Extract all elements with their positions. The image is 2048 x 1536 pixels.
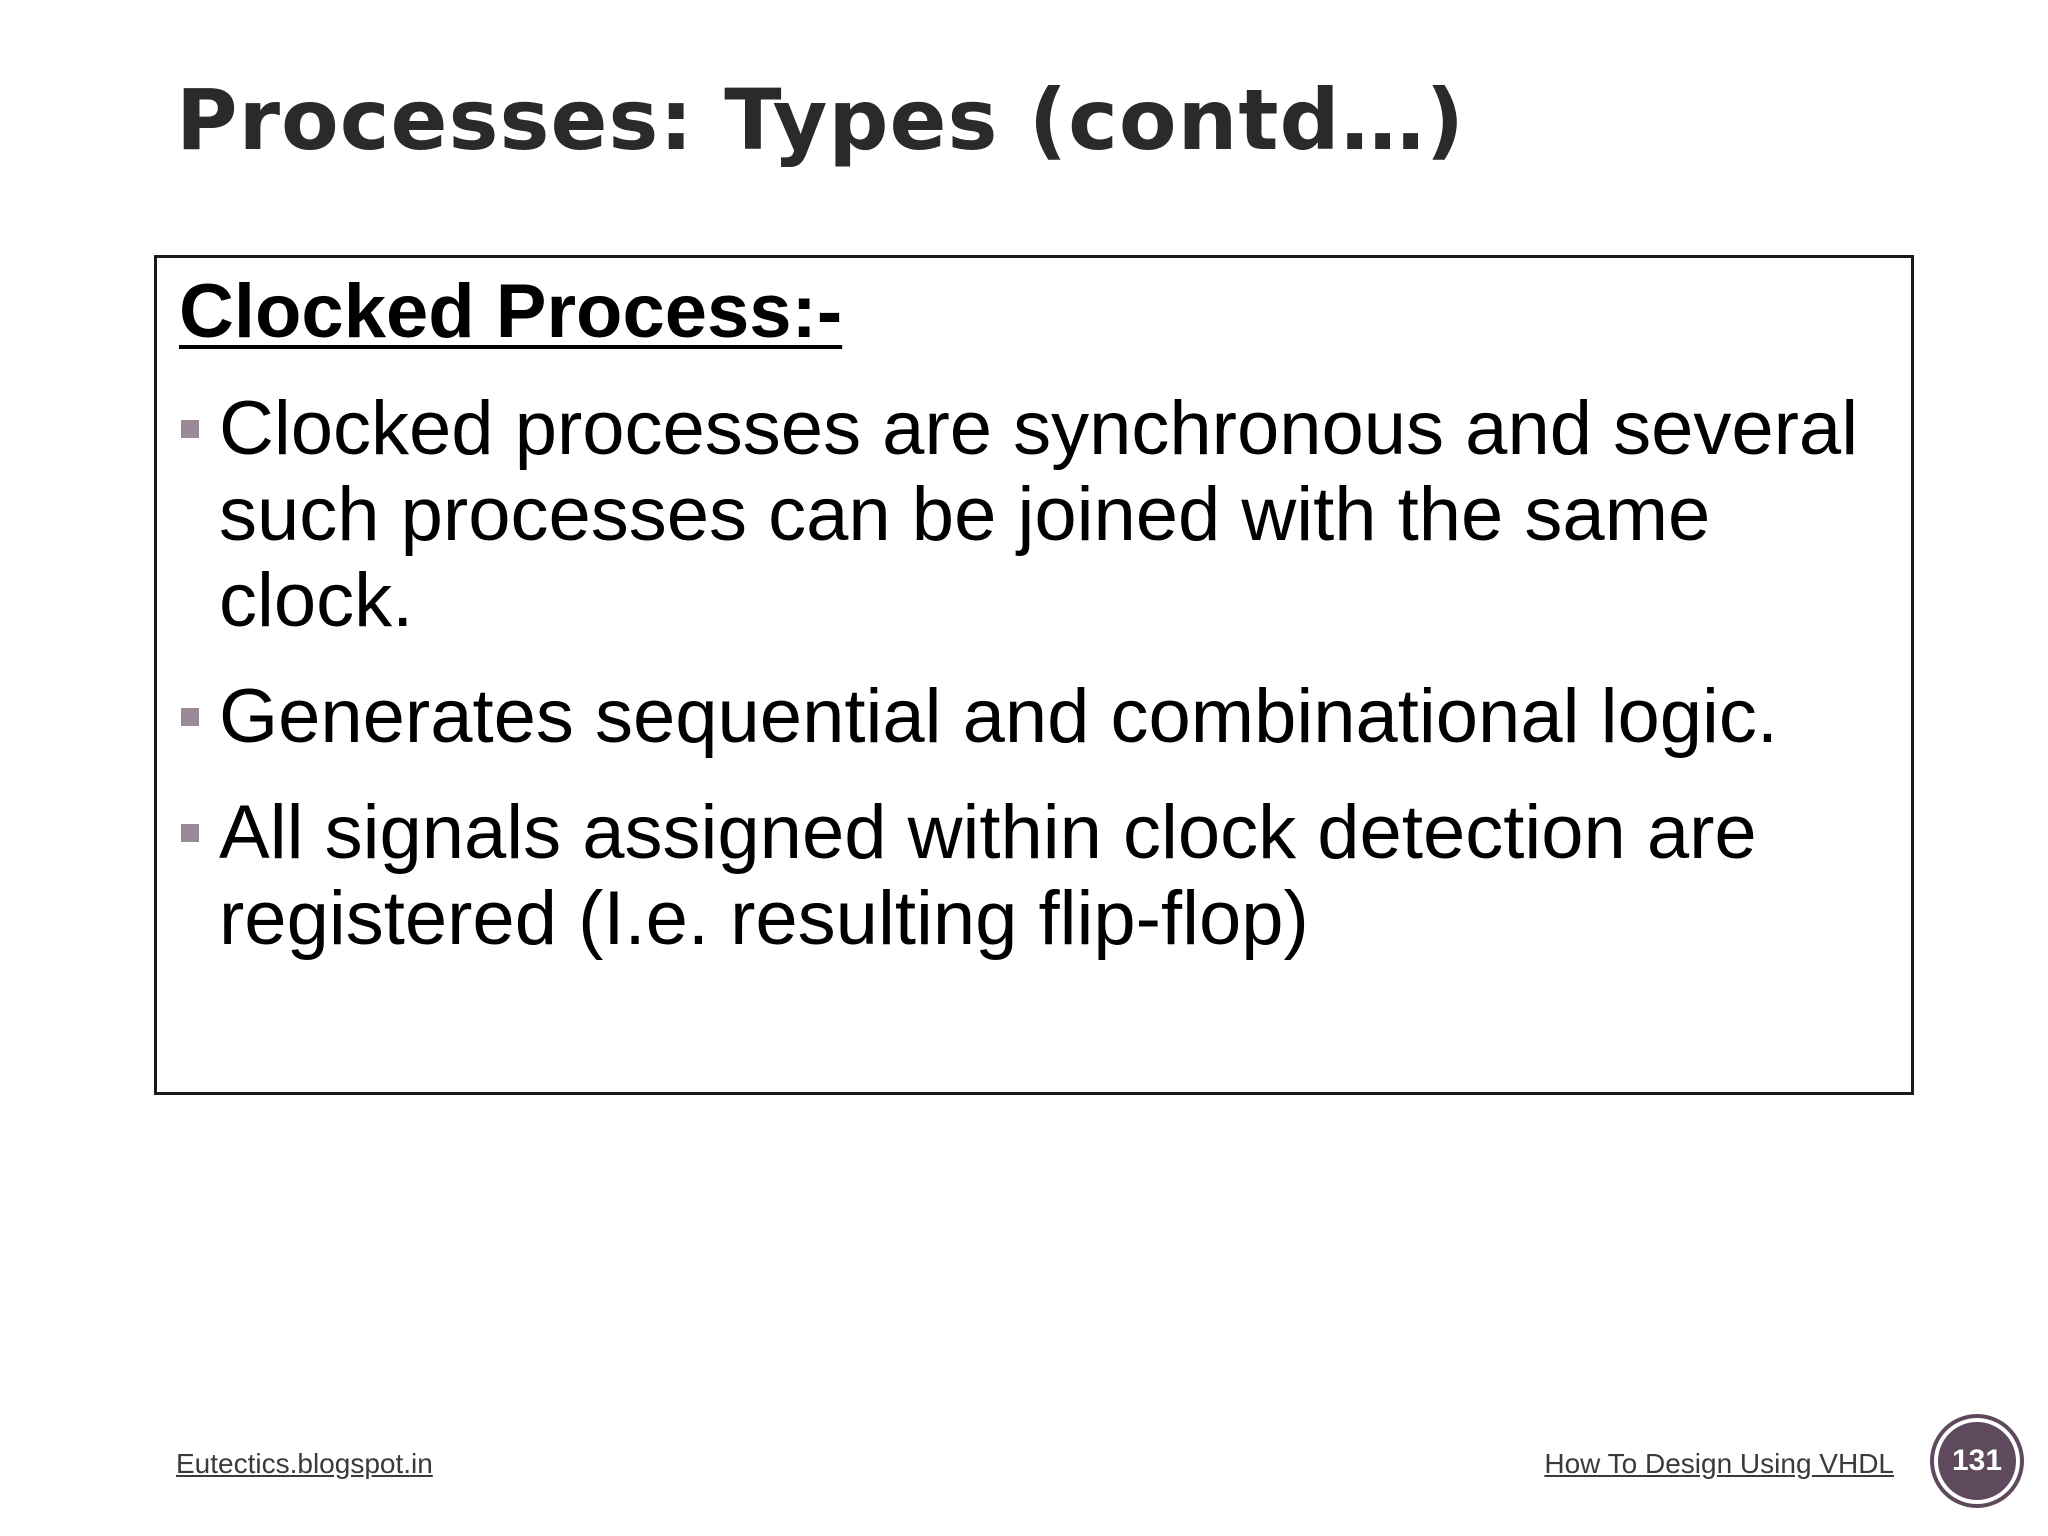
page-number: 131 bbox=[1951, 1444, 2003, 1477]
bullet-list bbox=[179, 386, 1899, 992]
bullet-item bbox=[179, 386, 1899, 644]
box-heading: Clocked Process:- bbox=[179, 269, 843, 354]
square-bullet-icon bbox=[181, 708, 199, 726]
bullet-text: All signals assigned within clock detection are registered (I.e. resulting flip-flop) bbox=[219, 790, 1757, 961]
page-number-badge bbox=[1934, 1418, 2020, 1504]
bullet-item bbox=[179, 674, 1899, 760]
content-box bbox=[154, 255, 1914, 1095]
bullet-text: Clocked processes are synchronous and several such processes can be joined with the same clock. bbox=[219, 386, 1859, 643]
slide-title: Processes: Types (contd…) bbox=[176, 71, 1466, 169]
footer-site-link[interactable]: Eutectics.blogspot.in bbox=[176, 1448, 433, 1479]
square-bullet-icon bbox=[181, 824, 199, 842]
square-bullet-icon bbox=[181, 420, 199, 438]
bullet-item bbox=[179, 790, 1899, 962]
bullet-text: Generates sequential and combinational logic. bbox=[219, 674, 1779, 759]
footer-course-title[interactable]: How To Design Using VHDL bbox=[1544, 1448, 1894, 1479]
